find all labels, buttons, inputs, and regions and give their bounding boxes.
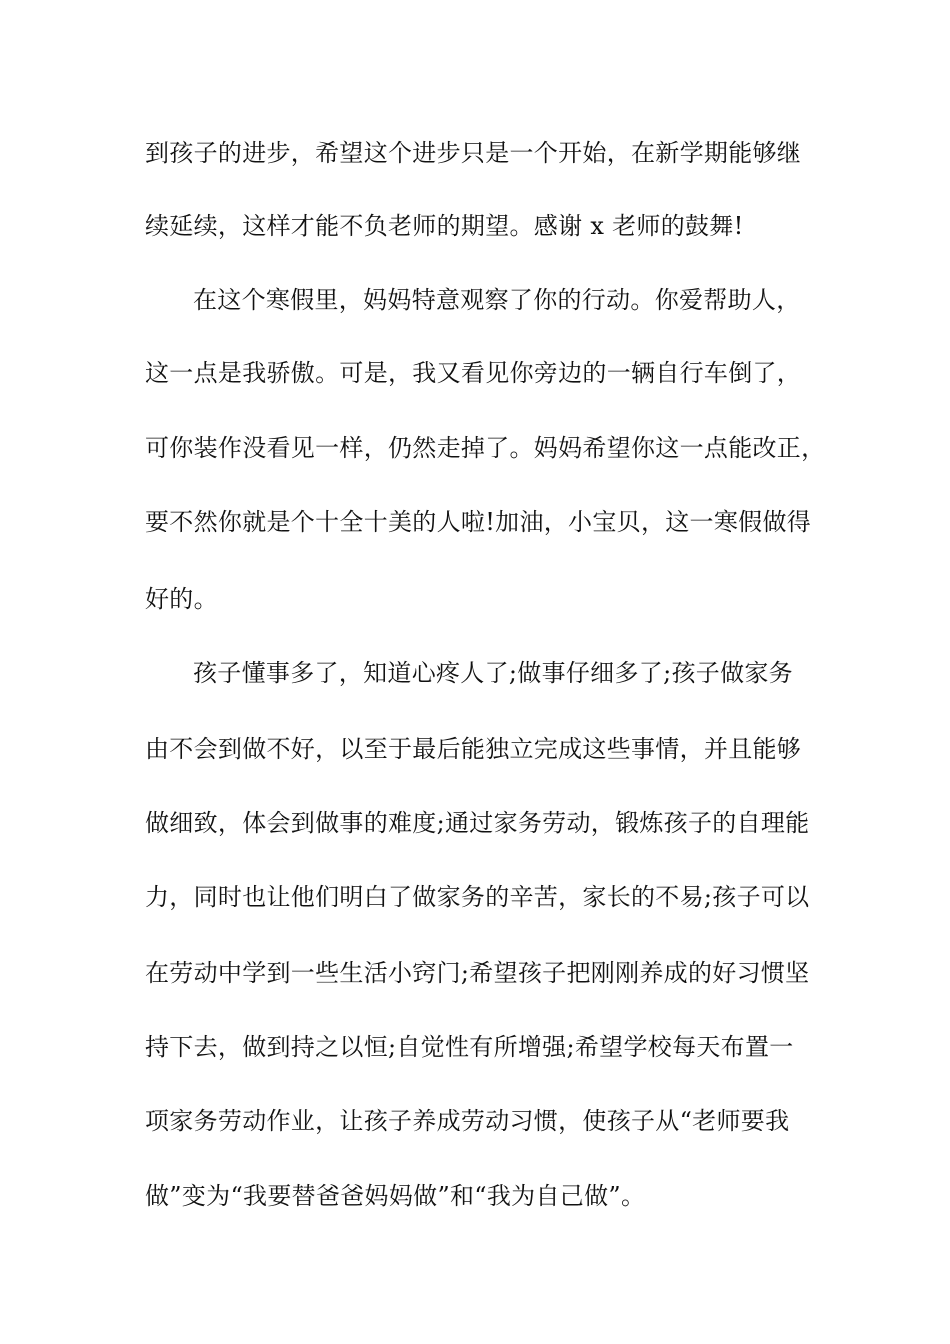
text-line: 要不然你就是个十全十美的人啦!加油，小宝贝，这一寒假做得 [145,508,812,536]
text-line: 做”变为“我要替爸爸妈妈做”和“我为自己做”。 [145,1182,646,1210]
text-line: 这一点是我骄傲。可是，我又看见你旁边的一辆自行车倒了， [145,359,802,387]
text-line: 力，同时也让他们明白了做家务的辛苦，家长的不易;孩子可以 [145,883,810,911]
text-line: 续延续，这样才能不负老师的期望。感谢 x 老师的鼓舞! [145,212,744,240]
paragraph-first-line: 孩子懂事多了，知道心疼人了;做事仔细多了;孩子做家务 [193,659,793,687]
text-line: 持下去，做到持之以恒;自觉性有所增强;希望学校每天布置一 [145,1033,794,1061]
text-line: 由不会到做不好，以至于最后能独立完成这些事情，并且能够 [145,735,802,763]
text-line: 做细致，体会到做事的难度;通过家务劳动，锻炼孩子的自理能 [145,809,810,837]
paragraph-first-line: 在这个寒假里，妈妈特意观察了你的行动。你爱帮助人， [193,286,801,314]
text-line: 在劳动中学到一些生活小窍门;希望孩子把刚刚养成的好习惯坚 [145,959,810,987]
text-line: 好的。 [145,585,218,613]
text-line: 到孩子的进步，希望这个进步只是一个开始，在新学期能够继 [145,139,802,167]
text-line: 可你装作没看见一样，仍然走掉了。妈妈希望你这一点能改正， [145,434,826,462]
text-line: 项家务劳动作业，让孩子养成劳动习惯，使孩子从“老师要我 [145,1107,790,1135]
